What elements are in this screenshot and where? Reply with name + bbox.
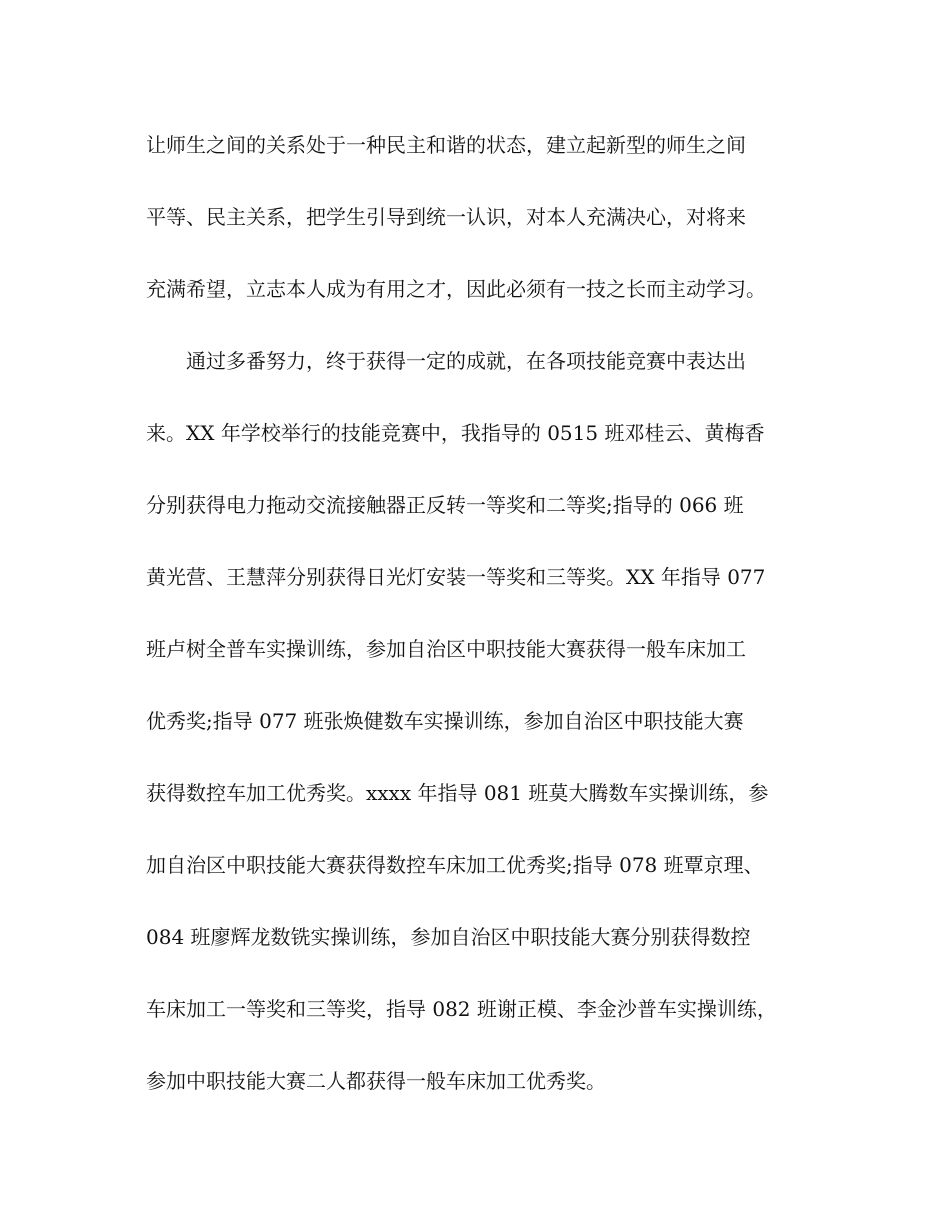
text-line: 黄光营、王慧萍分别获得日光灯安装一等奖和三等奖。XX 年指导 077: [146, 565, 766, 589]
text-line: 优秀奖;指导 077 班张焕健数车实操训练，参加自治区中职技能大赛: [146, 709, 744, 733]
text-line: 让师生之间的关系处于一种民主和谐的状态，建立起新型的师生之间: [146, 133, 746, 157]
text-line: 平等、民主关系，把学生引导到统一认识，对本人充满决心，对将来: [146, 205, 746, 229]
text-line: 获得数控车加工优秀奖。xxxx 年指导 081 班莫大腾数车实操训练，参: [146, 781, 769, 805]
text-line: 参加中职技能大赛二人都获得一般车床加工优秀奖。: [146, 1069, 606, 1093]
text-line: 加自治区中职技能大赛获得数控车床加工优秀奖;指导 078 班覃京理、: [146, 853, 764, 877]
text-line: 来。XX 年学校举行的技能竞赛中，我指导的 0515 班邓桂云、黄梅香: [146, 421, 765, 445]
text-line: 084 班廖辉龙数铣实操训练，参加自治区中职技能大赛分别获得数控: [146, 925, 751, 949]
text-line: 充满希望，立志本人成为有用之才，因此必须有一技之长而主动学习。: [146, 277, 766, 301]
paragraph-first-line: 通过多番努力，终于获得一定的成就，在各项技能竞赛中表达出: [186, 349, 746, 373]
document-body: [146, 122, 826, 1130]
text-line: 车床加工一等奖和三等奖，指导 082 班谢正模、李金沙普车实操训练，: [146, 997, 777, 1021]
text-line: 班卢树全普车实操训练，参加自治区中职技能大赛获得一般车床加工: [146, 637, 746, 661]
text-line: 分别获得电力拖动交流接触器正反转一等奖和二等奖;指导的 066 班: [146, 493, 744, 517]
